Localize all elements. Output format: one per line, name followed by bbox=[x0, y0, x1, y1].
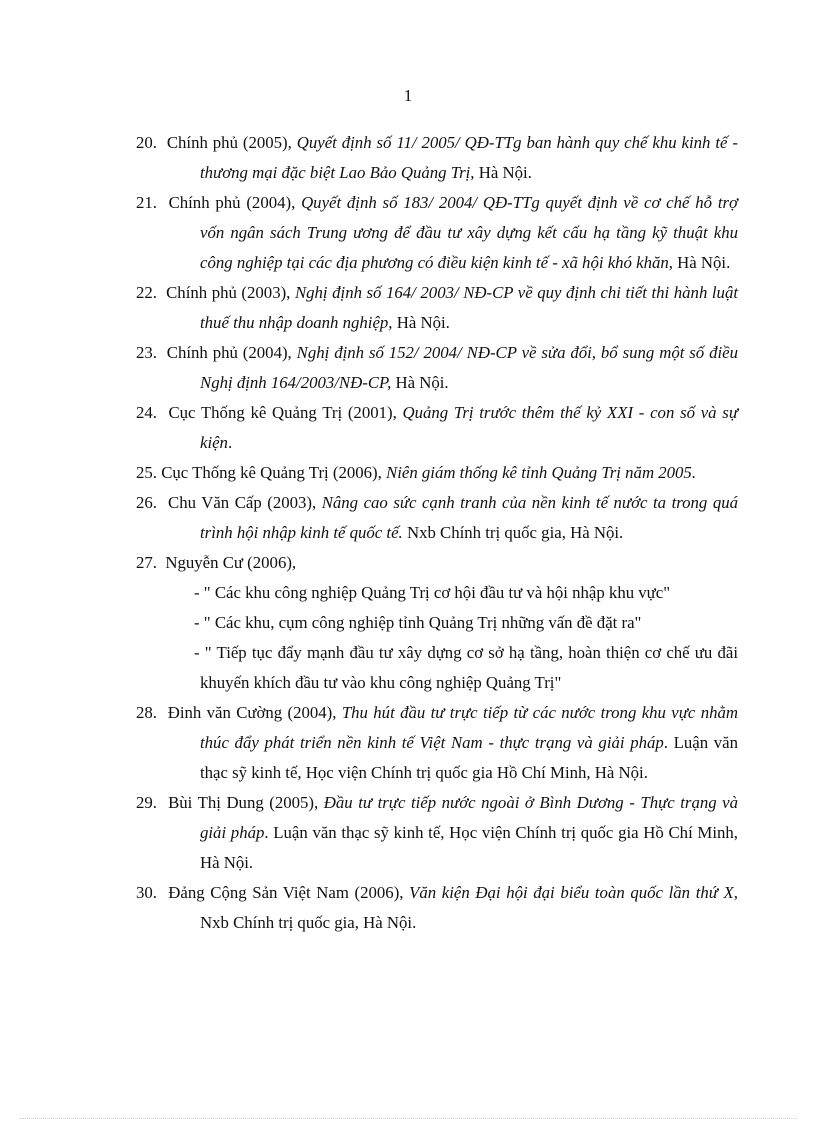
page-number: 1 bbox=[403, 86, 413, 105]
reference-item bbox=[136, 788, 738, 878]
ref-number: 23. bbox=[136, 343, 157, 362]
ref-number: 26. bbox=[136, 493, 157, 512]
ref-rest: Hà Nội. bbox=[391, 373, 449, 392]
reference-item bbox=[136, 398, 738, 458]
ref-title: Văn kiện Đại hội đại biểu toàn quốc lần thứ X bbox=[409, 883, 734, 902]
sub-item: - " Các khu công nghiệp Quảng Trị cơ hội đầu tư và hội nhập khu vực" bbox=[194, 583, 671, 602]
ref-author: Nguyễn Cư (2006), bbox=[165, 553, 297, 572]
ref-title: Nghị định số 164/ 2003/ NĐ-CP về quy định chi tiết thi hành luật thuế thu nhập doanh nghiệp, bbox=[200, 283, 739, 332]
reference-item bbox=[136, 188, 738, 278]
ref-rest: . bbox=[227, 433, 233, 452]
ref-title: Niên giám thống kê tỉnh Quảng Trị năm 2005. bbox=[386, 463, 697, 482]
reference-item bbox=[136, 488, 738, 548]
ref-number: 25. bbox=[136, 463, 157, 482]
ref-author: Đinh văn Cường (2004), bbox=[167, 703, 342, 722]
ref-author: Cục Thống kê Quảng Trị (2001), bbox=[168, 403, 403, 422]
ref-number: 27. bbox=[136, 553, 157, 572]
ref-author: Bùi Thị Dung (2005), bbox=[168, 793, 324, 812]
ref-number: 28. bbox=[136, 703, 157, 722]
ref-number: 20. bbox=[136, 133, 157, 152]
ref-rest: , Nxb Chính trị quốc gia, Hà Nội. bbox=[200, 883, 738, 932]
reference-item bbox=[136, 458, 738, 488]
ref-number: 30. bbox=[136, 883, 157, 902]
reference-list bbox=[136, 128, 738, 938]
ref-title: Nghị định số 152/ 2004/ NĐ-CP về sửa đổi, bổ sung một số điều Nghị định 164/2003/NĐ-CP, bbox=[200, 343, 738, 392]
ref-author: Cục Thống kê Quảng Trị (2006), bbox=[161, 463, 387, 482]
reference-item bbox=[136, 128, 738, 188]
ref-title: Quyết định số 183/ 2004/ QĐ-TTg quyết định về cơ chế hỗ trợ vốn ngân sách Trung ương để đầu tư xây dựng kết cấu hạ tầng kỹ thuật khu công nghiệp tại các địa phương có điều kiện kinh tế - xã hội khó khăn, bbox=[200, 193, 738, 272]
ref-title: Quyết định số 11/ 2005/ QĐ-TTg ban hành quy chế khu kinh tế - thương mại đặc biệt Lao Bảo Quảng Trị, bbox=[200, 133, 738, 182]
sub-item: - " Các khu, cụm công nghiệp tỉnh Quảng Trị những vấn đề đặt ra" bbox=[194, 613, 642, 632]
ref-number: 24. bbox=[136, 403, 157, 422]
ref-rest: Hà Nội. bbox=[474, 163, 532, 182]
ref-author: Chính phủ (2004), bbox=[168, 193, 302, 212]
sub-item: - " Tiếp tục đẩy mạnh đầu tư xây dựng cơ sở hạ tầng, hoàn thiện cơ chế ưu đãi khuyến khích đầu tư vào khu công nghiệp Quảng Trị" bbox=[194, 643, 738, 692]
ref-author: Chu Văn Cấp (2003), bbox=[168, 493, 322, 512]
ref-title: Nâng cao sức cạnh tranh của nền kinh tế nước ta trong quá trình hội nhập kinh tế quốc tế. bbox=[200, 493, 738, 542]
reference-item bbox=[136, 878, 738, 938]
ref-title: Thu hút đầu tư trực tiếp từ các nước trong khu vực nhằm thúc đẩy phát triển nền kinh tế Việt Nam - thực trạng và giải pháp bbox=[200, 703, 738, 752]
ref-title: Quảng Trị trước thêm thế kỷ XXI - con số và sự kiện bbox=[200, 403, 738, 452]
ref-author: Chính phủ (2005), bbox=[166, 133, 297, 152]
ref-author: Đảng Cộng Sản Việt Nam (2006), bbox=[168, 883, 410, 902]
ref-rest: Nxb Chính trị quốc gia, Hà Nội. bbox=[402, 523, 624, 542]
reference-item bbox=[136, 278, 738, 338]
ref-rest: Hà Nội. bbox=[672, 253, 731, 272]
ref-rest: . Luận văn thạc sỹ kinh tế, Học viện Chính trị quốc gia Hồ Chí Minh, Hà Nội. bbox=[200, 733, 738, 782]
ref-rest: . Luận văn thạc sỹ kinh tế, Học viện Chính trị quốc gia Hồ Chí Minh, Hà Nội. bbox=[200, 823, 738, 872]
ref-number: 22. bbox=[136, 283, 157, 302]
ref-rest: Hà Nội. bbox=[392, 313, 450, 332]
reference-item bbox=[136, 698, 738, 788]
page-bottom-divider bbox=[20, 1118, 796, 1119]
reference-item bbox=[136, 338, 738, 398]
ref-number: 21. bbox=[136, 193, 157, 212]
ref-number: 29. bbox=[136, 793, 157, 812]
ref-author: Chính phủ (2004), bbox=[166, 343, 297, 362]
ref-title: Đầu tư trực tiếp nước ngoài ở Bình Dương - Thực trạng và giải pháp bbox=[200, 793, 739, 842]
ref-author: Chính phủ (2003), bbox=[166, 283, 295, 302]
reference-item bbox=[136, 548, 738, 578]
